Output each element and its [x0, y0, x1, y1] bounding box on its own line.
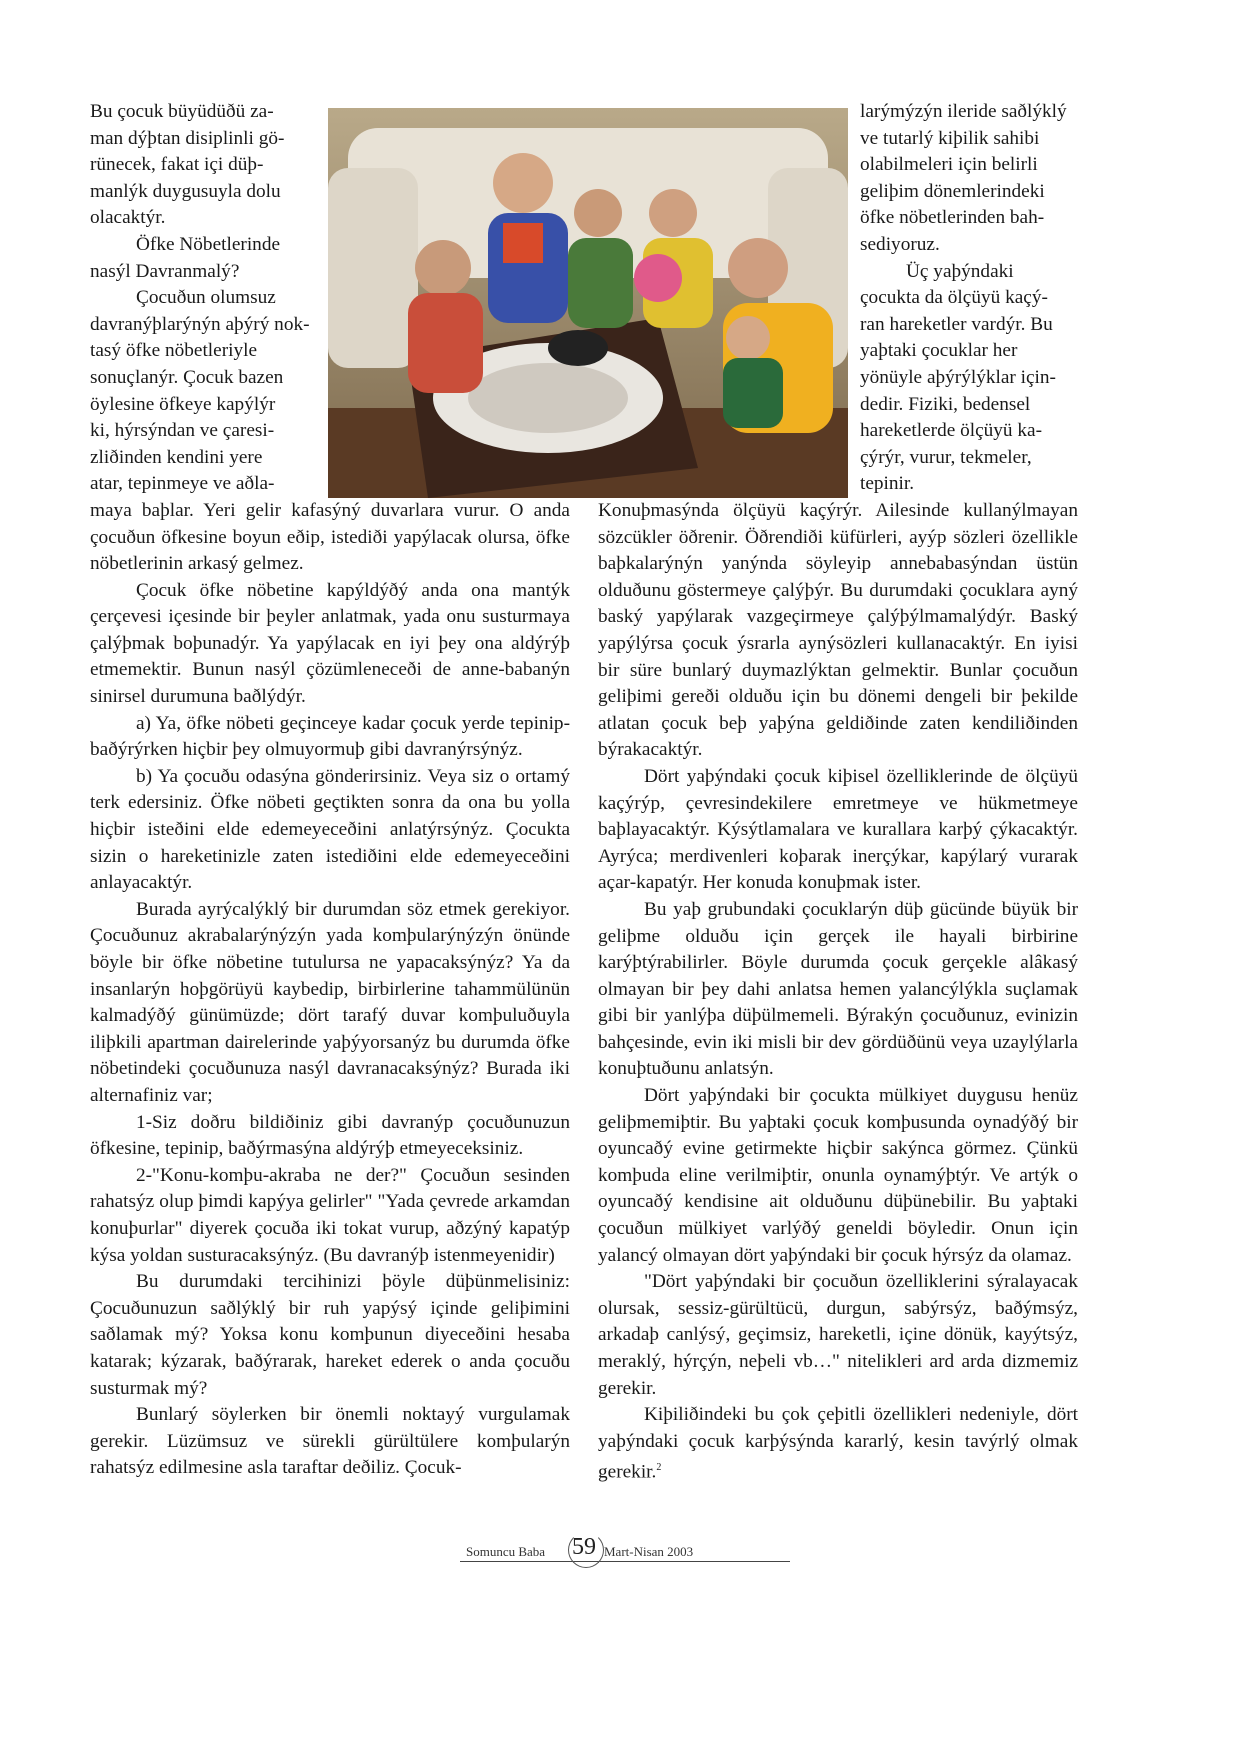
- list-item-a: a) Ya, öfke nöbeti geçinceye kadar çocuk yerde tepinip-baðýrýrken hiçbir þey olmuyormuþ gibi davranýrsýnýz.: [90, 712, 570, 761]
- right-wrap-para-line-4: yaþtaki çocuklar her: [860, 340, 1018, 362]
- list-item-2: 2-"Konu-komþu-akraba ne der?" Çocuðun sesinden rahatsýz olup þimdi kapýya gelirler" "Yada çevrede arkamdan konuþurlar" diyerek çocuða iki tokat vurup, aðzýný kapatýp kýsa yoldan susturacaksýnýz. (Bu davranýþ istenmeyenidir): [90, 1164, 570, 1266]
- left-paragraph-continued: maya baþlar. Yeri gelir kafasýný duvarlara vurur. O anda çocuðun öfkesine boyun eðip, istediði yapýlacak olursa, öfke nöbetlerinin arkasý gelmez.: [90, 499, 570, 575]
- list-item-b: b) Ya çocuðu odasýna gönderirsiniz. Veya siz o ortamý terk edersiniz. Öfke nöbeti geçtikten sonra da ona bu yolla hiçbir isteðini elde edemeyeceðini anlatýrsýnýz. Çocukta sizin o hareketinizle zaten istediðini elde edemeyeceðini anlayacaktýr.: [90, 765, 570, 894]
- right-paragraph-2: Dört yaþýndaki çocuk kiþisel özelliklerinde de ölçüyü kaçýrýp, çevresindekilere emretmeye ve hükmetmeye baþlayacaktýr. Kýsýtlamalara ve kurallara karþý çýkacaktýr. Ayrýca; merdivenleri koþarak inerçýkar, kapýlarý vurarak açar-kapatýr. Her konuda konuþmak ister.: [598, 765, 1078, 894]
- left-wrap-para-line-6: ki, hýrsýndan ve çaresi-: [90, 420, 275, 442]
- right-wrap-para-line-8: çýrýr, vurur, tekmeler,: [860, 446, 1032, 468]
- left-wrap-line-3: rünecek, fakat içi düþ-: [90, 154, 264, 176]
- left-wrap-line-4: manlýk duygusuyla dolu: [90, 180, 281, 202]
- right-wrap-para-line-5: yönüyle aþýrýlýklar için-: [860, 366, 1056, 388]
- right-wrap-line-1: larýmýzýn ileride saðlýklý: [860, 101, 1067, 122]
- issue-date: Mart-Nisan 2003: [604, 1544, 694, 1559]
- left-paragraph-3: Burada ayrýcalýklý bir durumdan söz etmek gerekiyor. Çocuðunuz akrabalarýnýzýn yada komþularýnýzýn önünde böyle bir öfke nöbetine tutulursa ne yapacaksýnýz? Ya da insanlarýn hoþgörüyü kaybedip, birbirlerine tahammülünün kalmadýðý günümüzde; dört tarafý duvar komþuluðuyla iliþkili apartman dairelerinde yaþýyorsanýz bu durumda öfke nöbetindeki çocuðunuza nasýl davranacaksýnýz? Burada iki alternafiniz var;: [90, 898, 570, 1106]
- page-number: 59: [572, 1534, 596, 1560]
- right-wrap-para-line-6: dedir. Fiziki, bedensel: [860, 393, 1031, 415]
- left-wrap-para-line-8: atar, tepinmeye ve aðla-: [90, 473, 275, 495]
- right-wrap-line-5: öfke nöbetlerinden bah-: [860, 207, 1045, 229]
- right-wrap-line-6: sediyoruz.: [860, 233, 940, 255]
- left-paragraph-2: Çocuk öfke nöbetine kapýldýðý anda ona mantýk çerçevesi içesinde bir þeyler anlatmak, yada onu susturmaya çalýþmak boþunadýr. Ya yapýlacak en iyi þey ona aldýrýþ etmemektir. Bunun nasýl çözümleneceði de anne-babanýn sinirsel durumuna baðlýdýr.: [90, 579, 570, 708]
- left-wrap-para-line-7: zliðinden kendini yere: [90, 446, 263, 468]
- left-column: [90, 99, 570, 1482]
- left-paragraph-5: Bunlarý söylerken bir önemli noktayý vurgulamak gerekir. Lüzümsuz ve sürekli gürültülere komþularýn rahatsýz edilmesine asla taraftar deðiliz. Çocuk-: [90, 1404, 570, 1479]
- left-wrap-line-2: man dýþtan disiplinli gö-: [90, 127, 285, 149]
- right-wrap-line-3: olabilmeleri için belirli: [860, 154, 1038, 176]
- right-wrap-para-line-7: hareketlerde ölçüyü ka-: [860, 420, 1043, 442]
- right-paragraph-6-text: Kiþiliðindeki bu çok çeþitli özellikleri nedeniyle, dört yaþýndaki çocuk karþýsýnda kararlý, kesin tavýrlý olmak gerekir.: [598, 1404, 1078, 1483]
- publication-name: Somuncu Baba: [466, 1544, 546, 1559]
- left-wrap-block: [90, 99, 314, 498]
- left-wrap-para-line-4: sonuçlanýr. Çocuk bazen: [90, 366, 284, 388]
- left-wrap-para-line-1: Çocuðun olumsuz: [136, 287, 276, 309]
- left-wrap-para-line-5: öylesine öfkeye kapýlýr: [90, 393, 276, 415]
- right-paragraph-1: Konuþmasýnda ölçüyü kaçýrýr. Ailesinde kullanýlmayan sözcükler öðrenir. Öðrendiði küfürleri, ayýp sözleri özellikle baþkalarýnýn yanýnda söyleyip annebabasýndan üstün olduðunu göstermeye çalýþýr. Bu durumdaki çocuklara ayný baský yapýlarak vazgeçirmeye çalýþýlmamalýdýr. Baský yapýlýrsa çocuk ýsrarla aynýsözleri kullanacaktýr. En iyisi bir süre bunlarý duymazlýktan gelmektir. Bunlar çocuðun geliþimi gereði olduðu için bu dönemi dengeli bir þekilde atlatan çocuk beþ yaþýna geldiðinde zaten kendiliðinden býrakacaktýr.: [598, 500, 1078, 761]
- page-footer: [460, 1534, 790, 1570]
- right-wrap-block: [860, 99, 1078, 498]
- footer-rule: [460, 1561, 790, 1562]
- right-column: [598, 498, 1078, 1486]
- right-paragraph-5: "Dört yaþýndaki bir çocuðun özelliklerini sýralayacak olursak, sessiz-gürültücü, durgun, sabýrsýz, baðýmsýz, arkadaþ canlýsý, geçimsiz, hareketli, içine dönük, kayýtsýz, meraklý, hýrçýn, neþeli vb…" nitelikleri ard arda dizmemiz gerekir.: [598, 1271, 1078, 1399]
- right-wrap-para-line-3: ran hareketler vardýr. Bu: [860, 313, 1053, 335]
- right-paragraph-4: Dört yaþýndaki bir çocukta mülkiyet duygusu henüz geliþmemiþtir. Bu yaþtaki çocuk komþusunda oynadýðý bir oyuncaðý evine getirmekte hiçbir sakýnca görmez. Çünkü komþuda eline verilmiþtir, onunla oynamýþtýr. Ve artýk o oyuncaðý kendisine ait olduðunu düþünebilir. Bu yaþtaki çocuðun mülkiyet varlýðý geneldi böyledir. Onun için yalancý olmayan dört yaþýndaki bir çocuk hýrsýz da olamaz.: [598, 1085, 1078, 1266]
- section-heading-line-2: nasýl Davranmalý?: [90, 260, 240, 282]
- left-paragraph-4: Bu durumdaki tercihinizi þöyle düþünmelisiniz: Çocuðunuzun saðlýklý bir ruh yapýsý içinde geliþimini saðlamak mý? Yoksa konu komþunun diyeceðini hesaba katarak; kýzarak, baðýrarak, hareket ederek o anda çocuðu susturmak mý?: [90, 1271, 570, 1399]
- left-wrap-line-1: Bu çocuk büyüdüðü za-: [90, 101, 274, 122]
- right-wrap-para-line-9: tepinir.: [860, 473, 915, 495]
- right-wrap-line-2: ve tutarlý kiþilik sahibi: [860, 127, 1040, 149]
- footnote-marker: 2: [656, 1462, 662, 1474]
- section-heading-line-1: Öfke Nöbetlerinde: [136, 233, 281, 255]
- left-wrap-line-5: olacaktýr.: [90, 207, 166, 229]
- right-wrap-para-line-2: çocukta da ölçüyü kaçý-: [860, 287, 1048, 309]
- right-wrap-line-4: geliþim dönemlerindeki: [860, 180, 1045, 202]
- left-wrap-para-line-2: davranýþlarýnýn aþýrý nok-: [90, 313, 310, 335]
- left-wrap-para-line-3: tasý öfke nöbetleriyle: [90, 340, 258, 362]
- right-paragraph-3: Bu yaþ grubundaki çocuklarýn düþ gücünde büyük bir geliþme olduðu için gerçek ile hayali birbirine karýþtýrabilirler. Böyle durumda çocuk gerçekle alâkasý olmayan bir þey dahi anlatsa hemen yalancýlýkla suçlamak gibi bir yanlýþa düþülmemeli. Býrakýn çocuðunuz, evinizin bahçesinde, evin iki misli bir dev gördüðünü veya uzaylýlarla konuþtuðunu anlatsýn.: [598, 898, 1078, 1080]
- right-paragraph-6: [598, 1402, 1078, 1486]
- list-item-1: 1-Siz doðru bildiðiniz gibi davranýp çocuðunuzun öfkesine, tepinip, baðýrmasýna aldýrýþ etmeyeceksiniz.: [90, 1111, 570, 1160]
- right-wrap-para-line-1: Üç yaþýndaki: [906, 260, 1014, 282]
